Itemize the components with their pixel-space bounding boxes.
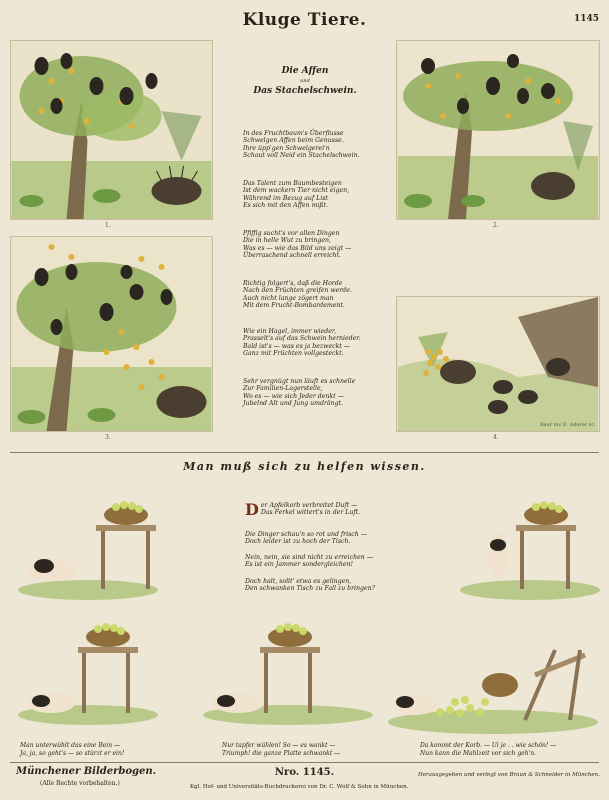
pig-and-spilled-apples-illustration bbox=[385, 640, 600, 735]
poem2-stanza-4: Doch halt, sollt' etwa es gelingen, Den schwanken Tisch zu Fall zu bringen? bbox=[245, 578, 375, 593]
poem-title: Die Affen bbox=[281, 66, 329, 76]
caption-left: Man unterwühlt das eine Bein — Ja, ja, so geht's — so stürzt er ein! bbox=[20, 742, 125, 757]
poem2-stanza-2: Die Dinger schau'n so rot und frisch — Doch leider ist zu hoch der Tisch. bbox=[245, 531, 367, 546]
vignette-pig-standing bbox=[458, 490, 603, 602]
footer-rights: (Alle Rechte vorbehalten.) bbox=[40, 780, 120, 787]
poem-subtitle: Das Stachelschwein. bbox=[253, 86, 357, 96]
poem-stanza-6: Sehr vergnügt nun läuft es schnelle Zur Familien-Lagerstelle, Wo es — wie sich Jeder denkt — Jubelnd Alt und Jung umdrängt. bbox=[243, 378, 356, 408]
illustration-panel-3 bbox=[10, 236, 213, 432]
poem-stanza-3: Pfiffig sucht's vor allen Dingen Die in helle Wut zu bringen, Was es — wie das Bild uns zeigt — Überraschend schnell erreicht. bbox=[243, 230, 352, 260]
footer-printer: Kgl. Hof- und Universitäts-Buchdruckerei von Dr. C. Wolf & Sohn in München. bbox=[190, 784, 409, 790]
monkeys-tree-illustration-2 bbox=[397, 41, 599, 219]
panel-number-3: 3. bbox=[105, 434, 111, 441]
pig-and-table-illustration-4 bbox=[198, 615, 378, 727]
vignette-pig-digging bbox=[16, 615, 161, 727]
monkeys-throwing-fruit-illustration bbox=[11, 237, 212, 431]
footer-divider bbox=[10, 762, 599, 763]
panel-number-2: 2. bbox=[493, 222, 499, 229]
poem-stanza-5: Wie ein Hagel, immer wieder, Prasselt's auf das Schwein hernieder. Bald ist's — was es ja bezweckt — Ganz mit Früchten vollgesteckt. bbox=[243, 328, 361, 358]
poem2-stanza-1-text: er Apfelkorb verbreitet Duft — Das Ferkel wittert's in der Luft. bbox=[260, 502, 361, 517]
pig-and-table-illustration-3 bbox=[16, 615, 161, 727]
panel-number-4: 4. bbox=[493, 434, 499, 441]
monkeys-tree-illustration-1 bbox=[11, 41, 212, 219]
illustration-panel-1 bbox=[10, 40, 213, 220]
illustration-panel-4 bbox=[396, 296, 600, 432]
vignette-pig-sniffing bbox=[16, 490, 161, 602]
vignette-apples-spilled bbox=[385, 640, 600, 735]
caption-right: Da kommt der Korb. — Ui je . . wie schön! — Nun kann die Mahlzeit vor sich geh'n. bbox=[420, 742, 557, 757]
poem-stanza-1: In des Fruchtbaum's Überflusse Schwelgen Affen beim Genusse. Ihre üpp'gen Schwelgerei'n Schaut voll Neid ein Stachelschwein. bbox=[243, 130, 360, 160]
footer-publisher: Herausgegeben und verlegt von Braun & Schneider in München. bbox=[418, 772, 600, 778]
drop-cap-letter: D bbox=[245, 500, 259, 519]
caption-center: Nur tapfer wühlen! So — es wankt — Triumph! die ganze Platte schwankt — bbox=[222, 742, 341, 757]
footer-number: Nro. 1145. bbox=[274, 767, 335, 778]
page-number: 1145 bbox=[573, 14, 599, 24]
poem2-stanza-1 bbox=[245, 502, 395, 517]
pig-and-table-illustration-1 bbox=[16, 490, 161, 602]
vignette-table-wobbling bbox=[198, 615, 378, 727]
illustration-panel-2 bbox=[396, 40, 600, 220]
artist-signature: Baer inv E. Aderer sc. bbox=[540, 422, 596, 428]
footer-brand: Münchener Bilderbogen. bbox=[16, 766, 157, 777]
panel-number-1: 1. bbox=[105, 222, 111, 229]
porcupine-family-illustration bbox=[397, 297, 599, 431]
section-divider bbox=[10, 452, 599, 453]
poem-stanza-4: Richtig folgert's, daß die Horde Nach den Früchten greifen werde. Auch nicht lange zögert man Mit dem Frucht-Bombardement. bbox=[243, 280, 352, 310]
page-title: Kluge Tiere. bbox=[242, 10, 367, 30]
poem-stanza-2: Das Talent zum Baumbesteigen Ist dem wackern Tier nicht eigen, Während im Bezug auf List Es sich mit den Affen mißt. bbox=[243, 180, 350, 210]
poem2-stanza-3: Nein, nein, sie sind nicht zu erreichen — Es ist ein Jammer sondergleichen! bbox=[245, 554, 373, 569]
poem-title-conjunction: und bbox=[300, 78, 310, 84]
pig-and-table-illustration-2 bbox=[458, 490, 603, 602]
section-title: Man muß sich zu helfen wissen. bbox=[183, 460, 426, 473]
